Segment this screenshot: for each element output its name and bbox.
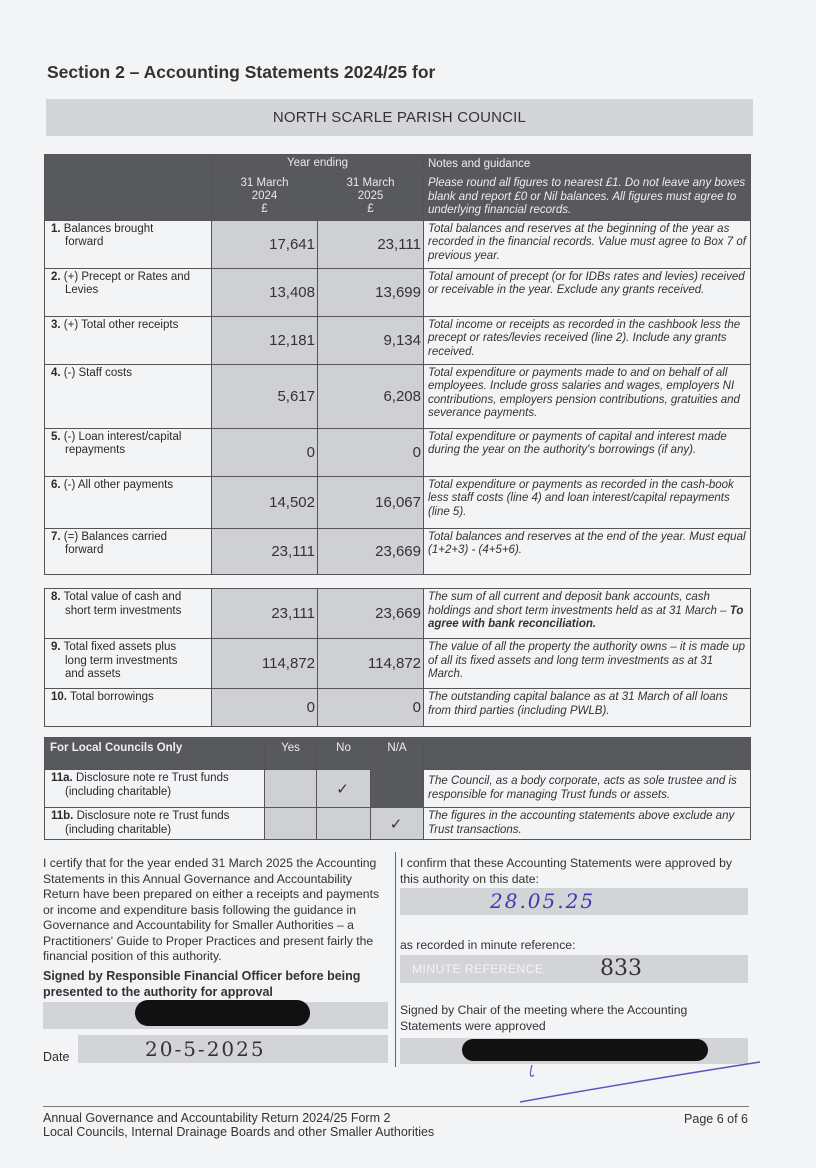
chair-signed-label: Signed by Chair of the meeting where the Accounting Statements were approved	[400, 1003, 688, 1033]
redacted-signature	[135, 1000, 310, 1026]
approval-date-value: 28.05.25	[490, 889, 596, 913]
row-number: 5.	[51, 430, 61, 443]
value-2024[interactable]: 0	[212, 689, 318, 727]
row-label	[45, 528, 212, 574]
footer-line-1: Annual Governance and Accountability Return 2024/25 Form 2	[43, 1111, 391, 1125]
trust-funds-table	[44, 737, 751, 840]
row-label-subtext: and assets	[65, 668, 121, 680]
col-2025-header	[318, 175, 424, 221]
table-row	[45, 639, 751, 689]
value-2025[interactable]: 16,067	[318, 476, 424, 528]
accounting-statements-table	[44, 154, 751, 575]
row-label-text: (=) Balances carried	[63, 530, 168, 543]
trust-note: The Council, as a body corporate, acts as sole trustee and is responsible for managing Trust funds or assets.	[424, 770, 751, 808]
row-label	[45, 428, 212, 476]
na-header: N/A	[371, 738, 424, 808]
value-2024[interactable]: 23,111	[212, 589, 318, 639]
row-number: 4.	[51, 366, 61, 379]
rfo-date-value: 20-5-2025	[145, 1037, 266, 1061]
value-2024[interactable]: 12,181	[212, 316, 318, 364]
row-label	[45, 589, 212, 639]
trust-row-label: Disclosure note re Trust funds	[75, 772, 229, 784]
trust-label	[45, 770, 265, 808]
footer	[43, 1111, 434, 1139]
trust-row-11b	[45, 808, 751, 840]
row-label-text: (+) Total other receipts	[63, 318, 179, 331]
checkbox-11a-yes[interactable]	[265, 770, 317, 808]
value-2025[interactable]: 0	[318, 689, 424, 727]
row-note: Total expenditure or payments as recorded in the cash-book less staff costs (line 4) and loan interest/capital repayments (line 5).	[424, 476, 751, 528]
row-note: Total expenditure or payments of capital and interest made during the year on the authority's borrowings (if any).	[424, 428, 751, 476]
signature-stroke-icon	[500, 1050, 770, 1106]
checkbox-11b-yes[interactable]	[265, 808, 317, 840]
value-2024[interactable]: 5,617	[212, 364, 318, 428]
row-label-subtext: Levies	[65, 284, 99, 296]
col-2024-header	[212, 175, 318, 221]
row-label-text: (-) Loan interest/capital	[63, 430, 182, 443]
rfo-signed-label: Signed by Responsible Financial Officer before being presented to the authority for approval	[43, 968, 361, 999]
trust-row-number: 11a.	[51, 772, 73, 784]
row-note	[424, 639, 751, 689]
row-note-emphasis: To agree with bank reconciliation.	[428, 604, 744, 630]
row-number: 7.	[51, 530, 61, 543]
row-label	[45, 639, 212, 689]
value-2025[interactable]: 114,872	[318, 639, 424, 689]
row-number: 8.	[51, 591, 61, 603]
col-2024-year: 2024	[251, 190, 278, 202]
rfo-certification	[43, 856, 388, 1000]
row-note	[424, 589, 751, 639]
row-number: 2.	[51, 270, 61, 283]
table-row	[45, 476, 751, 528]
date-label: Date	[43, 1050, 70, 1064]
row-label-text: Total value of cash and	[63, 591, 182, 603]
row-label-subtext: repayments	[65, 444, 126, 456]
trust-row-sublabel: (including charitable)	[65, 785, 172, 798]
header-blank	[45, 155, 212, 221]
row-label-text: (+) Precept or Rates and	[63, 270, 191, 283]
row-note: Total amount of precept (or for IDBs rates and levies) received or receivable in the year. Exclude any grants received.	[424, 268, 751, 316]
value-2024[interactable]: 13,408	[212, 268, 318, 316]
table-row	[45, 589, 751, 639]
col-2025-currency: £	[367, 203, 374, 215]
row-label	[45, 316, 212, 364]
row-label-text: Balances brought	[63, 222, 154, 235]
row-label	[45, 364, 212, 428]
col-2025-year: 2025	[357, 190, 384, 202]
table-row	[45, 428, 751, 476]
row-number: 10.	[51, 691, 67, 703]
row-note-text: The outstanding capital balance as at 31 March of all loans from third parties (including PWLB).	[428, 691, 728, 717]
approval-text: I confirm that these Accounting Statements were approved by this authority on this date:	[400, 856, 732, 886]
row-label-text: Total fixed assets plus	[63, 641, 177, 653]
table-row	[45, 528, 751, 574]
table-row	[45, 220, 751, 268]
row-label	[45, 689, 212, 727]
trust-note: The figures in the accounting statements above exclude any Trust transactions.	[424, 808, 751, 840]
row-label	[45, 476, 212, 528]
row-note-text: The value of all the property the authority owns – it is made up of all its fixed assets and long term investments as at 31 March.	[428, 641, 746, 680]
row-note: Total expenditure or payments made to and on behalf of all employees. Include gross salaries and wages, employers NI contributions, employers pension contributions, gratuities and severance payments.	[424, 364, 751, 428]
value-2025[interactable]: 23,111	[318, 220, 424, 268]
yes-header: Yes	[265, 738, 317, 770]
divider	[395, 852, 396, 1067]
table-row	[45, 268, 751, 316]
trust-row-label: Disclosure note re Trust funds	[76, 810, 230, 822]
value-2025[interactable]: 9,134	[318, 316, 424, 364]
council-name-field: NORTH SCARLE PARISH COUNCIL	[46, 99, 753, 136]
minute-ref-label: as recorded in minute reference:	[400, 938, 576, 952]
value-2025[interactable]: 0	[318, 428, 424, 476]
value-2025[interactable]: 13,699	[318, 268, 424, 316]
checkbox-11b-no[interactable]	[317, 808, 371, 840]
trust-label	[45, 808, 265, 840]
row-number: 6.	[51, 478, 61, 491]
row-number: 3.	[51, 318, 61, 331]
footer-line-2: Local Councils, Internal Drainage Boards and other Smaller Authorities	[43, 1125, 435, 1139]
row-label-subtext: forward	[65, 544, 104, 556]
row-label-subtext: forward	[65, 236, 104, 248]
certification-text: I certify that for the year ended 31 March 2025 the Accounting Statements in this Annual Governance and Accountability Return have been prepared on either a receipts and payments or income and expenditure basis following the guidance in Governance and Accountability for Smaller Authorities – a Practitioners' Guide to Proper Practices and present fairly the financial position of this authority.	[43, 856, 380, 963]
row-note: Total income or receipts as recorded in the cashbook less the precept or rates/levies received (line 2). Include any grants received.	[424, 316, 751, 364]
row-label-text: Total borrowings	[70, 691, 154, 703]
minute-ref-placeholder: MINUTE REFERENCE	[412, 962, 544, 976]
col-2024-month: 31 March	[240, 177, 289, 189]
value-2025[interactable]: 23,669	[318, 589, 424, 639]
page-title: Section 2 – Accounting Statements 2024/25 for	[47, 62, 436, 82]
minute-ref-value: 833	[600, 956, 642, 981]
col-2024-currency: £	[261, 203, 268, 215]
checkmark-icon: ✓	[336, 780, 349, 798]
row-label-subtext: long term investments	[65, 654, 178, 667]
value-2024[interactable]: 14,502	[212, 476, 318, 528]
trust-notes-header	[424, 738, 751, 770]
trust-row-sublabel: (including charitable)	[65, 823, 172, 836]
row-note: Total balances and reserves at the end of the year. Must equal (1+2+3) - (4+5+6).	[424, 528, 751, 574]
row-label	[45, 268, 212, 316]
value-2024[interactable]: 17,641	[212, 220, 318, 268]
table-row	[45, 316, 751, 364]
table-row	[45, 689, 751, 727]
page-number: Page 6 of 6	[684, 1112, 748, 1126]
no-header: No	[317, 738, 371, 770]
approval-certification	[400, 856, 750, 887]
value-2024[interactable]: 114,872	[212, 639, 318, 689]
row-number: 9.	[51, 641, 61, 653]
col-2025-month: 31 March	[346, 177, 395, 189]
value-2025[interactable]: 23,669	[318, 528, 424, 574]
row-label-text: (-) All other payments	[63, 478, 174, 491]
year-ending-header: Year ending	[212, 155, 424, 175]
checkmark-icon: ✓	[389, 815, 403, 833]
row-label-subtext: short term investments	[65, 604, 182, 617]
trust-row-number: 11b.	[51, 810, 74, 822]
value-2024[interactable]: 23,111	[212, 528, 318, 574]
value-2024[interactable]: 0	[212, 428, 318, 476]
row-note: Total balances and reserves at the beginning of the year as recorded in the financial records. Value must agree to Box 7 of previous year.	[424, 220, 751, 268]
row-label	[45, 220, 212, 268]
trust-header: For Local Councils Only	[45, 738, 265, 770]
footer-divider	[43, 1106, 749, 1107]
row-note-text: The sum of all current and deposit bank accounts, cash holdings and short term investments held as at 31 March –	[428, 591, 727, 617]
notes-guidance-text: Please round all figures to nearest £1. Do not leave any boxes blank and report £0 or Nil balances. All figures must agree to underlying financial records.	[424, 175, 751, 221]
value-2025[interactable]: 6,208	[318, 364, 424, 428]
row-note	[424, 689, 751, 727]
assets-table	[44, 588, 751, 727]
notes-header: Notes and guidance	[424, 155, 751, 175]
table-row	[45, 364, 751, 428]
row-label-text: (-) Staff costs	[63, 366, 132, 379]
row-number: 1.	[51, 222, 61, 235]
checkbox-11a-no[interactable]	[317, 770, 371, 808]
checkbox-11b-na[interactable]	[371, 808, 424, 840]
